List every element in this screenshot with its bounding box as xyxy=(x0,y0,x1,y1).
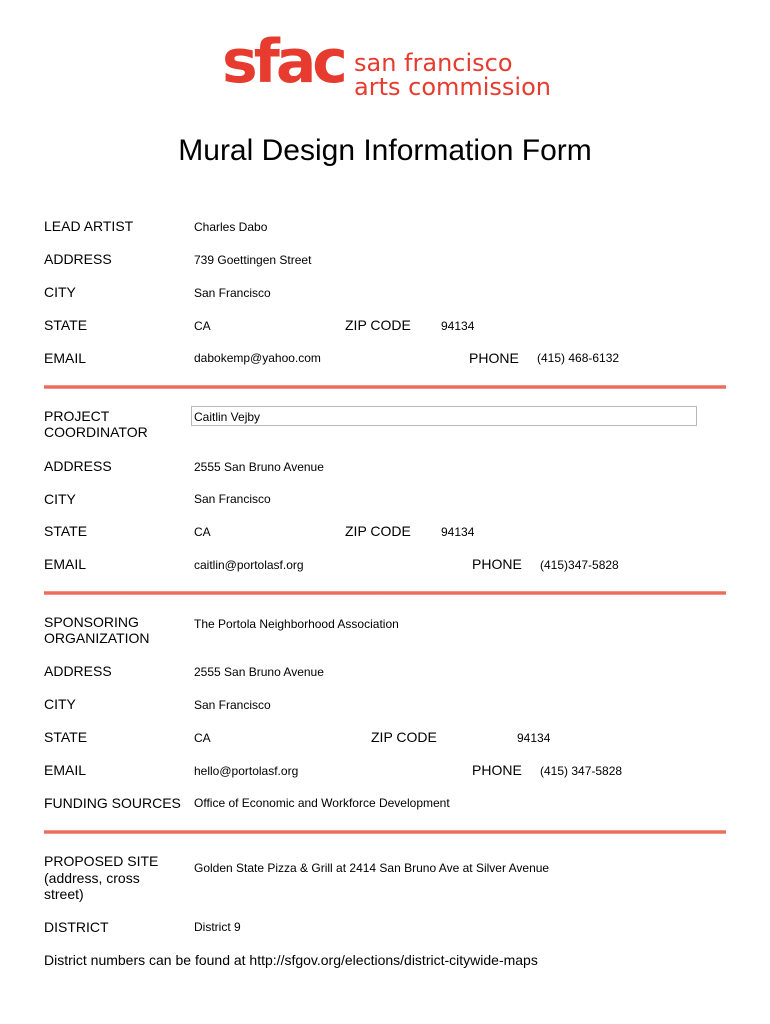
funding-sources-field[interactable]: Office of Economic and Workforce Development xyxy=(194,796,450,810)
coordinator-email-label: EMAIL xyxy=(44,556,87,572)
sponsor-zip-field[interactable]: 94134 xyxy=(517,731,551,745)
section-divider xyxy=(44,385,726,389)
coordinator-phone-field[interactable]: (415)347-5828 xyxy=(540,558,619,572)
logo-mark: sfac xyxy=(222,27,344,97)
lead-artist-city-field[interactable]: San Francisco xyxy=(194,286,271,300)
lead-artist-address-label: ADDRESS xyxy=(44,251,112,267)
district-label: DISTRICT xyxy=(44,919,109,935)
proposed-site-sublabel: (address, cross street) xyxy=(44,870,140,902)
form-title: Mural Design Information Form xyxy=(178,134,592,167)
district-note: District numbers can be found at http://sfgov.org/elections/district-citywide-maps xyxy=(44,952,538,968)
coordinator-state-label: STATE xyxy=(44,523,88,539)
sponsor-phone-field[interactable]: (415) 347-5828 xyxy=(540,764,623,778)
lead-artist-zip-field[interactable]: 94134 xyxy=(441,319,475,333)
lead-artist-email-label: EMAIL xyxy=(44,350,87,366)
sponsor-address-field[interactable]: 2555 San Bruno Avenue xyxy=(194,665,324,679)
sponsor-address-label: ADDRESS xyxy=(44,663,112,679)
lead-artist-state-label: STATE xyxy=(44,317,88,333)
coordinator-city-field[interactable]: San Francisco xyxy=(194,492,271,506)
lead-artist-address-field[interactable]: 739 Goettingen Street xyxy=(194,253,312,267)
lead-artist-phone-label: PHONE xyxy=(469,350,519,366)
lead-artist-field[interactable]: Charles Dabo xyxy=(194,220,268,234)
sponsor-email-field[interactable]: hello@portolasf.org xyxy=(194,764,299,778)
coordinator-phone-label: PHONE xyxy=(472,556,522,572)
section-divider xyxy=(44,830,726,834)
proposed-site-field[interactable]: Golden State Pizza & Grill at 2414 San Bruno Ave at Silver Avenue xyxy=(194,861,550,875)
lead-artist-phone-field[interactable]: (415) 468-6132 xyxy=(537,351,620,365)
section-divider xyxy=(44,591,726,595)
coordinator-email-field[interactable]: caitlin@portolasf.org xyxy=(194,558,304,572)
sponsor-email-label: EMAIL xyxy=(44,762,87,778)
lead-artist-zip-label: ZIP CODE xyxy=(345,317,411,333)
lead-artist-state-field[interactable]: CA xyxy=(194,319,211,333)
lead-artist-label: LEAD ARTIST xyxy=(44,218,134,234)
proposed-site-label: PROPOSED SITE xyxy=(44,853,159,869)
lead-artist-city-label: CITY xyxy=(44,284,76,300)
coordinator-zip-field[interactable]: 94134 xyxy=(441,525,475,539)
district-field[interactable]: District 9 xyxy=(194,920,241,934)
funding-sources-label: FUNDING SOURCES xyxy=(44,795,181,811)
coordinator-address-label: ADDRESS xyxy=(44,458,112,474)
sponsor-phone-label: PHONE xyxy=(472,762,522,778)
coordinator-address-field[interactable]: 2555 San Bruno Avenue xyxy=(194,460,324,474)
logo-text-line2: arts commission xyxy=(354,73,551,101)
coordinator-state-field[interactable]: CA xyxy=(194,525,211,539)
sponsor-state-label: STATE xyxy=(44,729,88,745)
sponsoring-organization-field[interactable]: The Portola Neighborhood Association xyxy=(194,617,399,631)
project-coordinator-label: PROJECT COORDINATOR xyxy=(44,408,148,440)
sponsoring-organization-label: SPONSORING ORGANIZATION xyxy=(44,614,150,646)
project-coordinator-input[interactable] xyxy=(191,406,697,426)
sponsor-zip-label: ZIP CODE xyxy=(371,729,437,745)
lead-artist-email-field[interactable]: dabokemp@yahoo.com xyxy=(194,351,321,365)
sponsor-city-field[interactable]: San Francisco xyxy=(194,698,271,712)
coordinator-city-label: CITY xyxy=(44,491,76,507)
sponsor-city-label: CITY xyxy=(44,696,76,712)
project-coordinator-field[interactable]: Caitlin Vejby xyxy=(194,410,261,424)
coordinator-zip-label: ZIP CODE xyxy=(345,523,411,539)
logo-text-line1: san francisco xyxy=(354,49,513,77)
sponsor-state-field[interactable]: CA xyxy=(194,731,211,745)
